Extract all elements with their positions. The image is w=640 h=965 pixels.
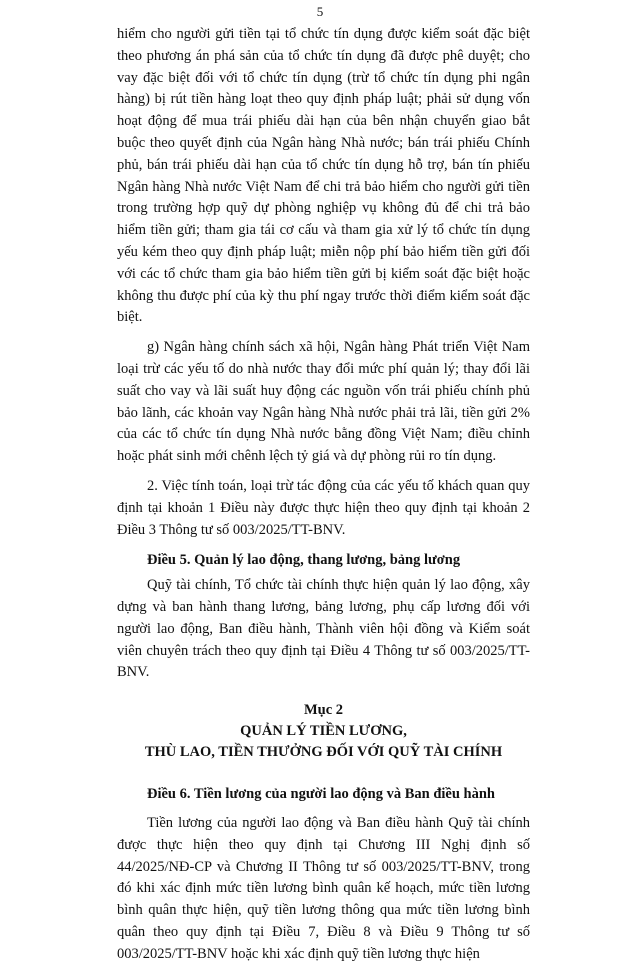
section-2-heading <box>117 700 530 763</box>
page-number: 5 <box>316 4 324 19</box>
section-2-label: Mục 2 <box>303 702 344 719</box>
article-5-body: Quỹ tài chính, Tổ chức tài chính thực hiện quản lý lao động, xây dựng và ban hành thang lương, bảng lương, phụ cấp lương đối với người lao động, Ban điều hành, Thành viên hội đồng và Kiểm soát viên chuyên trách theo quy định tại Điều 4 Thông tư số 003/2025/TT-BNV. <box>117 577 530 681</box>
section-2-title-line-2: THÙ LAO, TIỀN THƯỞNG ĐỐI VỚI QUỸ TÀI CHÍNH <box>144 744 503 761</box>
document-body <box>117 24 530 965</box>
paragraph-clause-2: 2. Việc tính toán, loại trừ tác động của các yếu tố khách quan quy định tại khoản 1 Điều này được thực hiện theo quy định tại khoản 2 Điều 3 Thông tư số 003/2025/TT-BNV. <box>117 477 530 538</box>
article-6-heading: Điều 6. Tiền lương của người lao động và Ban điều hành <box>147 786 495 803</box>
paragraph-item-g: g) Ngân hàng chính sách xã hội, Ngân hàng Phát triển Việt Nam loại trừ các yếu tố do nhà nước thay đổi mức phí quản lý; thay đổi lãi suất cho vay và lãi suất huy động các nguồn vốn trái phiếu chính phủ bảo lãnh, các khoản vay Ngân hàng Nhà nước phải trả lãi, tiền gửi 2% của các tổ chức tín dụng Nhà nước bằng đồng Việt Nam; điều chỉnh hoặc phát sinh mới chênh lệch tỷ giá và dự phòng rủi ro tín dụng. <box>117 339 530 465</box>
paragraph-continued: hiểm cho người gửi tiền tại tổ chức tín dụng được kiểm soát đặc biệt theo phương án phá sản của tổ chức tín dụng đã được phê duyệt; cho vay đặc biệt đối với tổ chức tín dụng (trừ tổ chức tín dụng phi ngân hàng) bị rút tiền hàng loạt theo quy định pháp luật; phải sử dụng vốn hoạt động để mua trái phiếu dài hạn của bên nhận chuyển giao bắt buộc theo quyết định của Ngân hàng Nhà nước; bán trái phiếu Chính phủ, bán trái phiếu dài hạn của tổ chức tín dụng hỗ trợ, bán tín phiếu Ngân hàng Nhà nước Việt Nam để chi trả bảo hiểm cho người gửi tiền trong trường hợp quỹ dự phòng nghiệp vụ không đủ để chi trả bảo hiểm tiền gửi; tham gia tái cơ cấu và tham gia xử lý tổ chức tín dụng yếu kém theo quy định pháp luật; miễn nộp phí bảo hiểm tiền gửi đối với các tổ chức tham gia bảo hiểm tiền gửi bị kiểm soát đặc biệt hoặc không thu được phí của kỳ thu phí ngay trước thời điểm kiểm soát đặc biệt. <box>117 26 530 326</box>
article-5-heading: Điều 5. Quản lý lao động, thang lương, bảng lương <box>147 552 461 569</box>
article-6-body: Tiền lương của người lao động và Ban điều hành Quỹ tài chính được thực hiện theo quy định tại Chương III Nghị định số 44/2025/NĐ-CP và Chương II Thông tư số 003/2025/TT-BNV, trong đó khi xác định mức tiền lương bình quân kế hoạch, mức tiền lương bình quân thực hiện, quỹ tiền lương thông qua mức tiền lương bình quân theo quy định tại Điều 7, Điều 8 và Điều 9 Thông tư số 003/2025/TT-BNV hoặc khi xác định quỹ tiền lương thực hiện <box>117 814 530 962</box>
section-2-title-line-1: QUẢN LÝ TIỀN LƯƠNG, <box>240 723 407 740</box>
